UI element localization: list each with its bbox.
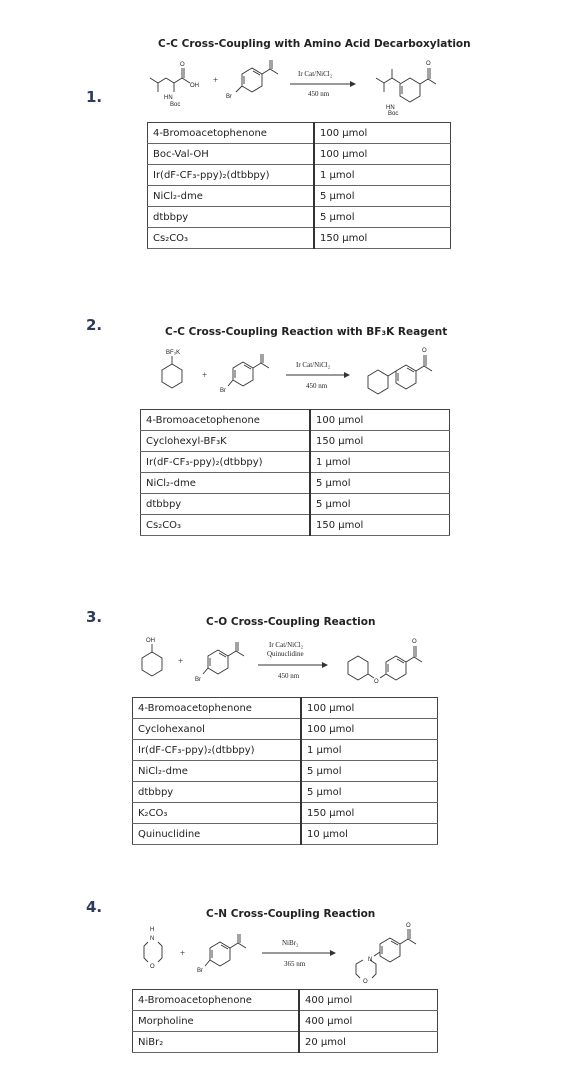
condition-catalyst: NiBr₂ [282,939,299,947]
morpholine-structure [144,927,162,970]
reagent-cell: 4-Bromoacetophenone [133,698,302,719]
oxygen-label: O [412,639,417,645]
reagent-cell: Ir(dF-CF₃-ppy)₂(dtbbpy) [133,740,302,761]
reagent-cell: Ir(dF-CF₃-ppy)₂(dtbbpy) [141,452,311,473]
condition-wavelength: 450 nm [278,672,300,680]
table-row [148,228,451,249]
table-row [133,1032,438,1053]
reagent-cell: NiCl₂-dme [133,761,302,782]
table-row [141,494,450,515]
reagent-cell: Cs₂CO₃ [148,228,315,249]
oxygen-label: O [406,923,411,929]
table-row [133,1011,438,1032]
reagent-cell: Ir(dF-CF₃-ppy)₂(dtbbpy) [148,165,315,186]
bromine-label: Br [220,388,226,394]
boc-label: Boc [388,111,399,117]
table-row [148,186,451,207]
section-title: C-O Cross-Coupling Reaction [206,616,376,628]
table-row [148,207,451,228]
amount-cell: 5 μmol [301,782,438,803]
reagent-cell: Cs₂CO₃ [141,515,311,536]
bromine-label: Br [197,968,203,974]
reaction-scheme [150,344,450,404]
table-row [141,515,450,536]
reagent-cell: 4-Bromoacetophenone [141,410,311,431]
amount-cell: 150 μmol [310,515,450,536]
condition-wavelength: 450 nm [306,382,328,390]
cyclohexanol-structure [142,638,162,676]
reagent-cell: NiCl₂-dme [148,186,315,207]
condition-catalyst: Ir Cat/NiCl₂ [296,361,331,369]
bromoacetophenone-structure [197,934,246,974]
section-title: C-C Cross-Coupling with Amino Acid Decarboxylation [158,38,471,50]
plus-sign: + [213,75,219,85]
amount-cell: 100 μmol [310,410,450,431]
bromine-label: Br [195,677,201,683]
table-row [133,990,438,1011]
amount-cell: 5 μmol [314,186,451,207]
condition-catalyst: Ir Cat/NiCl₂ [269,641,304,649]
reagent-cell: NiBr₂ [133,1032,300,1053]
reagent-cell: dtbbpy [133,782,302,803]
amount-cell: 5 μmol [310,494,450,515]
reagent-cell: dtbbpy [148,207,315,228]
reaction-scheme [140,56,450,118]
reagent-cell: Cyclohexanol [133,719,302,740]
product-structure [376,61,436,117]
condition-catalyst: Ir Cat/NiCl₂ [298,70,333,78]
bromine-label: Br [226,94,232,100]
amount-cell: 1 μmol [301,740,438,761]
amine-label: HN [386,105,395,111]
table-row [141,452,450,473]
table-row [148,165,451,186]
ether-oxygen-label: O [374,679,379,685]
reagent-table [132,697,438,845]
reagent-cell: 4-Bromoacetophenone [148,123,315,144]
plus-sign: + [178,656,184,666]
amount-cell: 150 μmol [314,228,451,249]
hydroxyl-label: OH [146,638,155,644]
amount-cell: 100 μmol [301,719,438,740]
product-structure [356,923,416,985]
section-number: 2. [86,316,103,334]
reagent-cell: NiCl₂-dme [141,473,311,494]
amount-cell: 1 μmol [314,165,451,186]
oxygen-label: O [363,979,368,985]
amount-cell: 5 μmol [301,761,438,782]
table-row [133,719,438,740]
amount-cell: 150 μmol [310,431,450,452]
amount-cell: 1 μmol [310,452,450,473]
table-row [141,431,450,452]
bromoacetophenone-structure [195,642,244,683]
bromoacetophenone-structure [226,60,278,100]
amount-cell: 100 μmol [301,698,438,719]
table-row [148,144,451,165]
reagent-table [132,989,438,1053]
bromoacetophenone-structure [220,354,269,394]
amount-cell: 10 μmol [301,824,438,845]
table-row [133,698,438,719]
product-structure [348,639,422,685]
reaction-arrow [258,641,328,680]
reagent-cell: Cyclohexyl-BF₃K [141,431,311,452]
reaction-scheme [138,924,448,986]
amount-cell: 400 μmol [299,990,438,1011]
reagent-cell: Morpholine [133,1011,300,1032]
section-title: C-C Cross-Coupling Reaction with BF₃K Reagent [165,326,448,338]
reagent-cell: 4-Bromoacetophenone [133,990,300,1011]
bf3k-label: BF₃K [166,350,181,356]
reagent-cell: Quinuclidine [133,824,302,845]
reagent-table [147,122,451,249]
amine-label: HN [164,95,173,101]
hydroxyl-label: OH [190,83,199,89]
oxygen-label: O [422,348,427,354]
oxygen-label: O [180,62,185,68]
amount-cell: 20 μmol [299,1032,438,1053]
reagent-cell: Boc-Val-OH [148,144,315,165]
oxygen-label: O [150,964,155,970]
amount-cell: 100 μmol [314,144,451,165]
nitrogen-label: N [150,936,155,942]
section-number: 4. [86,898,103,916]
reagent-cell: K₂CO₃ [133,803,302,824]
condition-additive: Quinuclidine [267,650,304,658]
condition-wavelength: 450 nm [308,90,330,98]
amount-cell: 5 μmol [314,207,451,228]
plus-sign: + [202,370,208,380]
table-row [141,410,450,431]
table-row [133,761,438,782]
amount-cell: 400 μmol [299,1011,438,1032]
boc-val-oh-structure [150,62,199,108]
reaction-arrow [286,361,350,390]
section-number: 1. [86,88,103,106]
table-row [148,123,451,144]
reagent-table [140,409,450,536]
table-row [133,782,438,803]
reaction-scheme [138,632,448,694]
table-row [141,473,450,494]
section-title: C-N Cross-Coupling Reaction [206,908,376,920]
reagent-cell: dtbbpy [141,494,311,515]
nitrogen-label: N [368,957,373,963]
plus-sign: + [180,948,186,958]
amount-cell: 100 μmol [314,123,451,144]
product-structure [368,348,432,394]
oxygen-label: O [426,61,431,67]
table-row [133,740,438,761]
amount-cell: 150 μmol [301,803,438,824]
reaction-arrow [290,70,356,98]
boc-label: Boc [170,102,181,108]
reaction-arrow [262,939,336,968]
table-row [133,824,438,845]
section-number: 3. [86,608,103,626]
table-row [133,803,438,824]
condition-wavelength: 365 nm [284,960,306,968]
amount-cell: 5 μmol [310,473,450,494]
hydrogen-label: H [150,927,155,933]
cyclohexyl-bf3k-structure [162,350,182,388]
